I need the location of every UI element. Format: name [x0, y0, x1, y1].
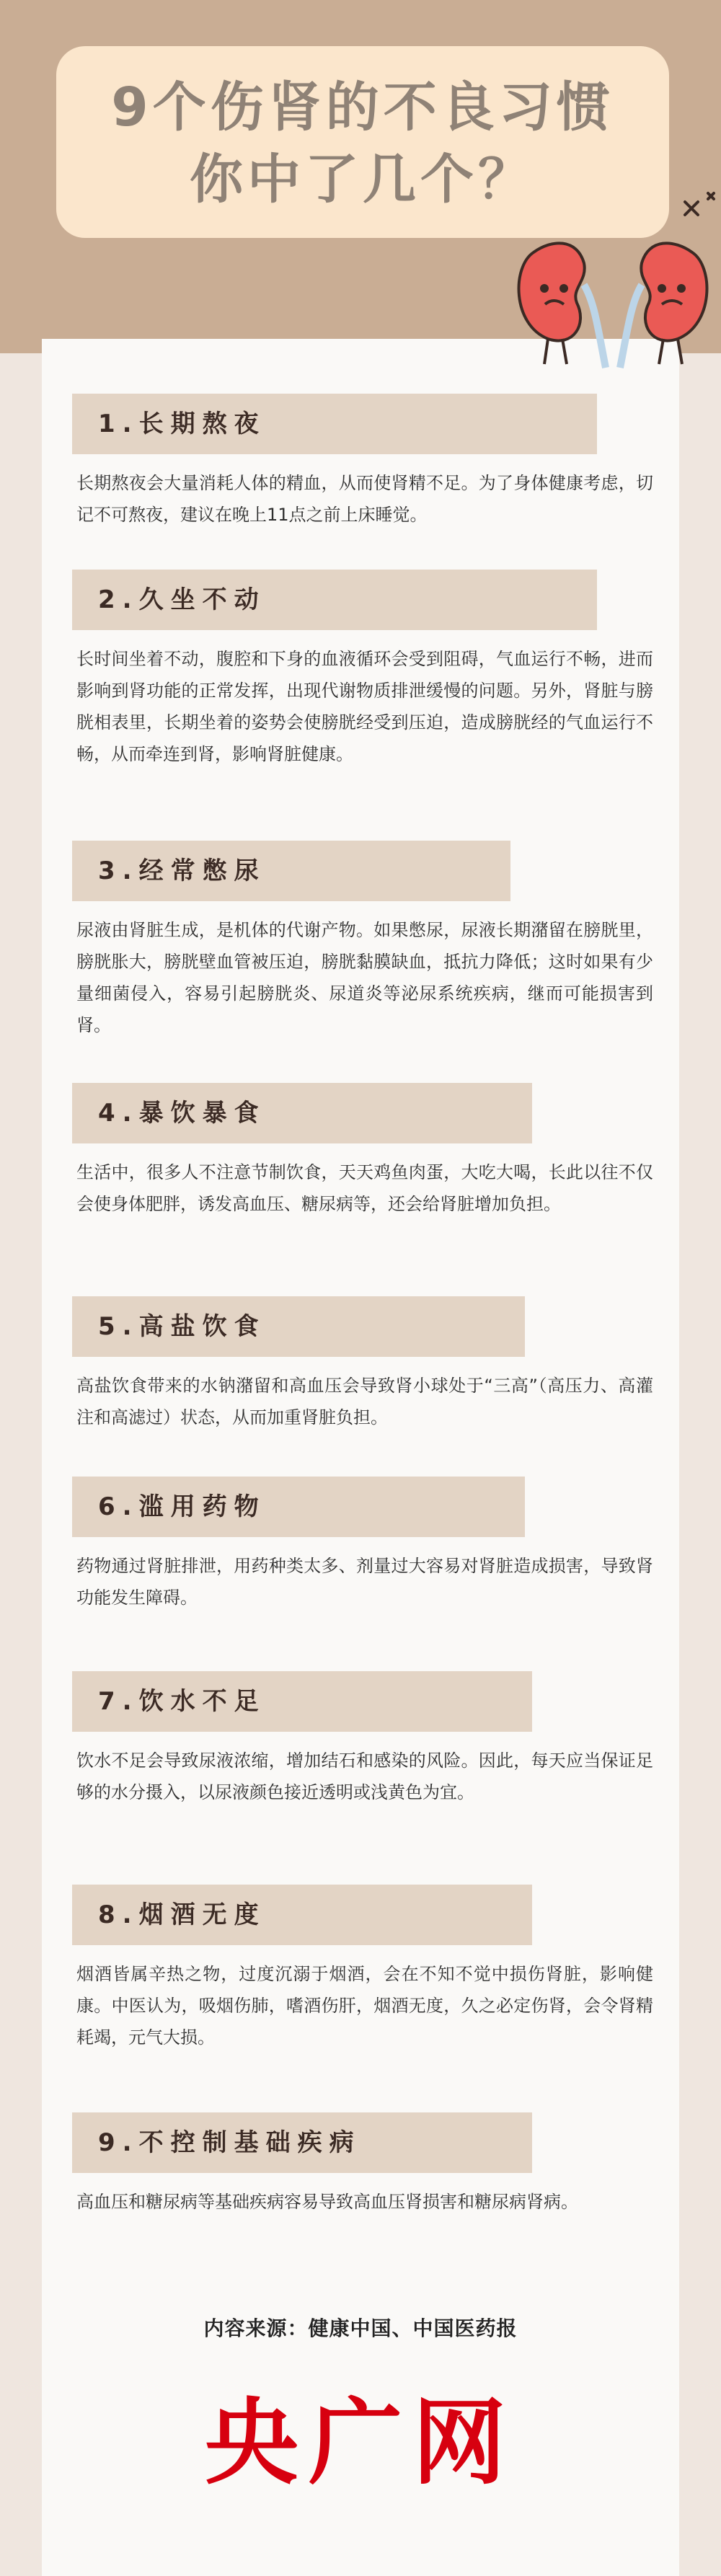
- section-heading-4: 4.暴饮暴食: [72, 1083, 532, 1143]
- section-body-3: 尿液由肾脏生成，是机体的代谢产物。如果憋尿，尿液长期潴留在膀胱里，膀胱胀大，膀胱壁血管被压迫，膀胱黏膜缺血，抵抗力降低；这时如果有少量细菌侵入，容易引起膀胱炎、尿道炎等泌尿系统疾病，继而可能损害到肾。: [76, 920, 653, 1035]
- section-heading-3: 3.经常憋尿: [72, 841, 510, 901]
- section-body-7: 饮水不足会导致尿液浓缩，增加结石和感染的风险。因此，每天应当保证足够的水分摄入，以尿液颜色接近透明或浅黄色为宜。: [76, 1750, 653, 1802]
- section-heading-2: 2.久坐不动: [72, 570, 597, 630]
- section-heading-9: 9.不控制基础疾病: [72, 2112, 532, 2173]
- section-heading-8: 8.烟酒无度: [72, 1885, 532, 1945]
- section-body-2: 长时间坐着不动，腹腔和下身的血液循环会受到阻碍，气血运行不畅，进而影响到肾功能的正常发挥，出现代谢物质排泄缓慢的问题。另外，肾脏与膀胱相表里，长期坐着的姿势会使膀胱经受到压迫，造成膀胱经的气血运行不畅，从而牵连到肾，影响肾脏健康。: [76, 649, 653, 764]
- section-body-1: 长期熬夜会大量消耗人体的精血，从而使肾精不足。为了身体健康考虑，切记不可熬夜，建议在晚上11点之前上床睡觉。: [76, 473, 653, 525]
- section-heading-5: 5.高盐饮食: [72, 1296, 525, 1357]
- right-kidney-icon: [641, 243, 707, 364]
- cnr-logo: 央广网: [204, 2388, 516, 2497]
- left-kidney-icon: [519, 243, 585, 364]
- section-heading-7: 7.饮水不足: [72, 1671, 532, 1732]
- section-heading-1: 1.长期熬夜: [72, 394, 597, 454]
- section-body-9: 高血压和糖尿病等基础疾病容易导致高血压肾损害和糖尿病肾病。: [76, 2192, 578, 2212]
- title-line-2: 你中了几个？: [190, 149, 536, 211]
- section-body-6: 药物通过肾脏排泄，用药种类太多、剂量过大容易对肾脏造成损害，导致肾功能发生障碍。: [76, 1556, 653, 1608]
- section-heading-6: 6.滥用药物: [72, 1477, 525, 1537]
- section-body-5: 高盐饮食带来的水钠潴留和高血压会导致肾小球处于“三高”（高压力、高灌注和高滤过）状态，从而加重肾脏负担。: [76, 1376, 653, 1428]
- section-body-4: 生活中，很多人不注意节制饮食，天天鸡鱼肉蛋，大吃大喝，长此以往不仅会使身体肥胖，诱发高血压、糖尿病等，还会给肾脏增加负担。: [76, 1162, 653, 1214]
- title-line-1: 9个伤肾的不良习惯: [111, 76, 614, 138]
- section-body-8: 烟酒皆属辛热之物，过度沉溺于烟酒，会在不知不觉中损伤肾脏，影响健康。中医认为，吸烟伤肺，嗜酒伤肝，烟酒无度，久之必定伤肾，会令肾精耗竭，元气大损。: [76, 1964, 653, 2048]
- kidney-mascot-illustration: [505, 187, 721, 375]
- source-credit: 内容来源：健康中国、中国医药报: [203, 2316, 518, 2340]
- ureter-shape: [584, 285, 642, 368]
- sparkle-icon: [685, 193, 714, 215]
